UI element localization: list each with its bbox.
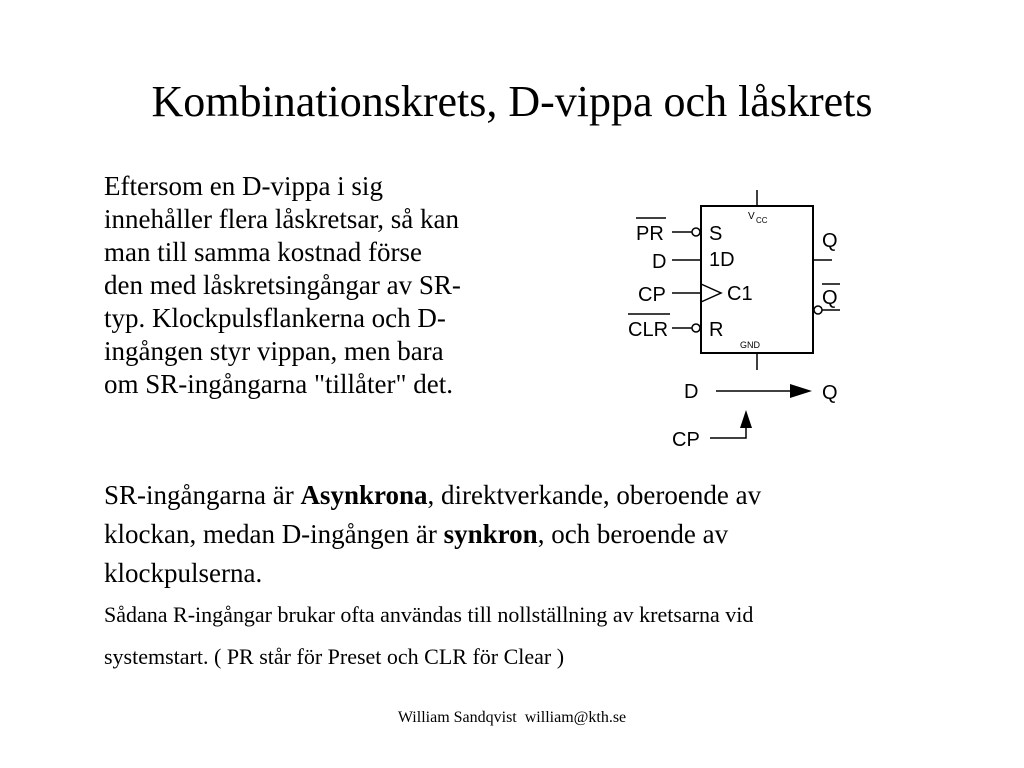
bottom-label-q: Q — [822, 382, 838, 404]
text-run: , och beroende av — [537, 519, 729, 549]
paragraph-description — [104, 170, 574, 401]
text-run: klockan, medan D-ingången är — [104, 519, 444, 549]
paragraph-line — [104, 476, 984, 515]
emphasis-asynkrona: Asynkrona — [300, 480, 428, 510]
inner-label-gnd: GND — [740, 340, 760, 350]
bottom-label-cp: CP — [672, 429, 700, 451]
cp-enable-arrowhead — [740, 410, 752, 428]
paragraph-line: systemstart. ( PR står för Preset och CLR för Clear ) — [104, 644, 565, 669]
paragraph-line: typ. Klockpulsflankerna och D- — [104, 303, 446, 333]
inner-label-s: S — [709, 223, 723, 245]
paragraph-line: innehåller flera låskretsar, så kan — [104, 204, 459, 234]
paragraph-line — [104, 515, 984, 554]
d-flipflop-diagram — [600, 180, 860, 460]
d-to-q-arrowhead — [790, 384, 812, 398]
cp-enable-line — [710, 422, 746, 438]
inner-label-vcc-sub: CC — [756, 216, 768, 225]
qbar-invert-circle — [814, 306, 822, 314]
paragraph-line: ingången styr vippan, men bara — [104, 336, 444, 366]
paragraph-sr-inputs — [104, 476, 984, 593]
paragraph-line: Sådana R-ingångar brukar ofta användas till nollställning av kretsarna vid — [104, 602, 754, 627]
emphasis-synkron: synkron — [443, 519, 538, 549]
paragraph-line: man till samma kostnad förse — [104, 237, 422, 267]
inner-label-vcc: V — [748, 211, 755, 222]
text-run: , direktverkande, oberoende av — [427, 480, 762, 510]
pin-label-clr: CLR — [628, 319, 669, 341]
inner-label-r: R — [709, 319, 724, 341]
paragraph-line: klockpulserna. — [104, 558, 263, 588]
paragraph-line: den med låskretsingångar av SR- — [104, 270, 461, 300]
paragraph-reset-note — [104, 594, 984, 678]
pin-label-d: D — [652, 251, 667, 273]
footer-author: William Sandqvist william@kth.se — [397, 709, 627, 726]
clock-triangle — [701, 284, 721, 302]
slide-title: Kombinationskrets, D-vippa och låskrets — [151, 77, 873, 126]
paragraph-line: Eftersom en D-vippa i sig — [104, 171, 383, 201]
pin-label-pr: PR — [636, 223, 664, 245]
pin-label-q-bar: Q — [822, 287, 838, 309]
bottom-label-d: D — [684, 381, 699, 403]
paragraph-line: om SR-ingångarna "tillåter" det. — [104, 369, 453, 399]
inner-label-1d: 1D — [709, 249, 735, 271]
inner-label-c1: C1 — [727, 283, 753, 305]
clr-invert-circle — [692, 324, 700, 332]
text-run: SR-ingångarna är — [104, 480, 301, 510]
pin-label-cp: CP — [638, 284, 666, 306]
pr-invert-circle — [692, 228, 700, 236]
pin-label-q: Q — [822, 230, 838, 252]
